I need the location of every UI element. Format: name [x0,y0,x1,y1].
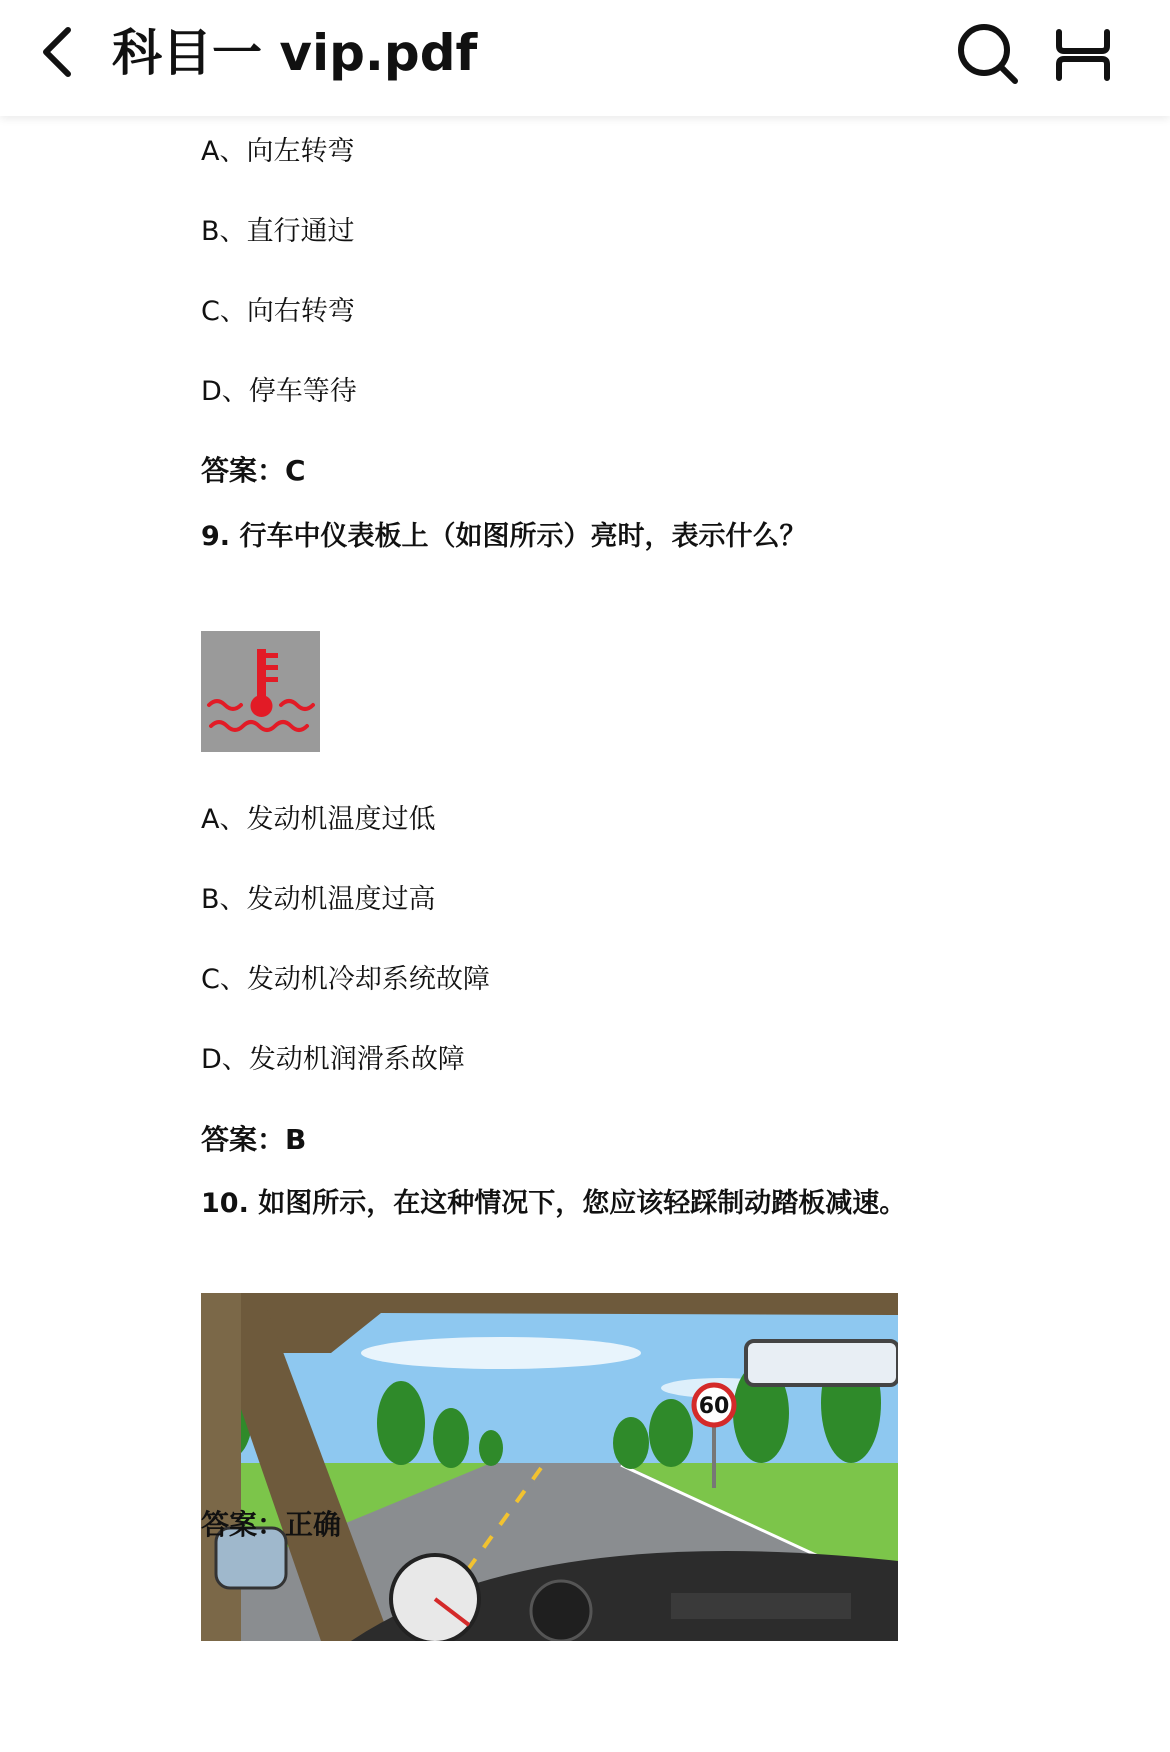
q9-option-c: C、发动机冷却系统故障 [201,964,490,995]
chevron-left-icon [34,20,86,84]
q9-option-d: D、发动机润滑系故障 [201,1044,465,1075]
q9-question: 9. 行车中仪表板上（如图所示）亮时，表示什么？ [201,521,807,552]
search-icon [954,20,1022,88]
back-button[interactable] [34,20,86,84]
q9-option-a: A、发动机温度过低 [201,804,436,835]
document-title: 科目一 vip.pdf [112,24,478,82]
menu-icon [1054,28,1112,82]
q8-option-d: D、停车等待 [201,376,357,407]
speed-limit-sign: 60 [698,1394,730,1419]
search-button[interactable] [954,20,1022,88]
q8-answer: 答案：C [201,454,306,487]
q8-option-c: C、向右转弯 [201,296,355,327]
driving-scene-image [201,1293,898,1641]
q9-option-b: B、发动机温度过高 [201,884,436,915]
pdf-page[interactable] [0,116,1170,1752]
q8-option-b: B、直行通过 [201,216,355,247]
top-app-bar [0,0,1170,116]
q10-question: 10. 如图所示，在这种情况下，您应该轻踩制动踏板减速。 [201,1188,907,1219]
menu-button[interactable] [1054,28,1112,82]
q10-answer: 答案：正确 [201,1508,342,1541]
q8-option-a: A、向左转弯 [201,136,355,167]
engine-temperature-warning-icon [201,631,320,752]
q9-answer: 答案：B [201,1123,307,1156]
